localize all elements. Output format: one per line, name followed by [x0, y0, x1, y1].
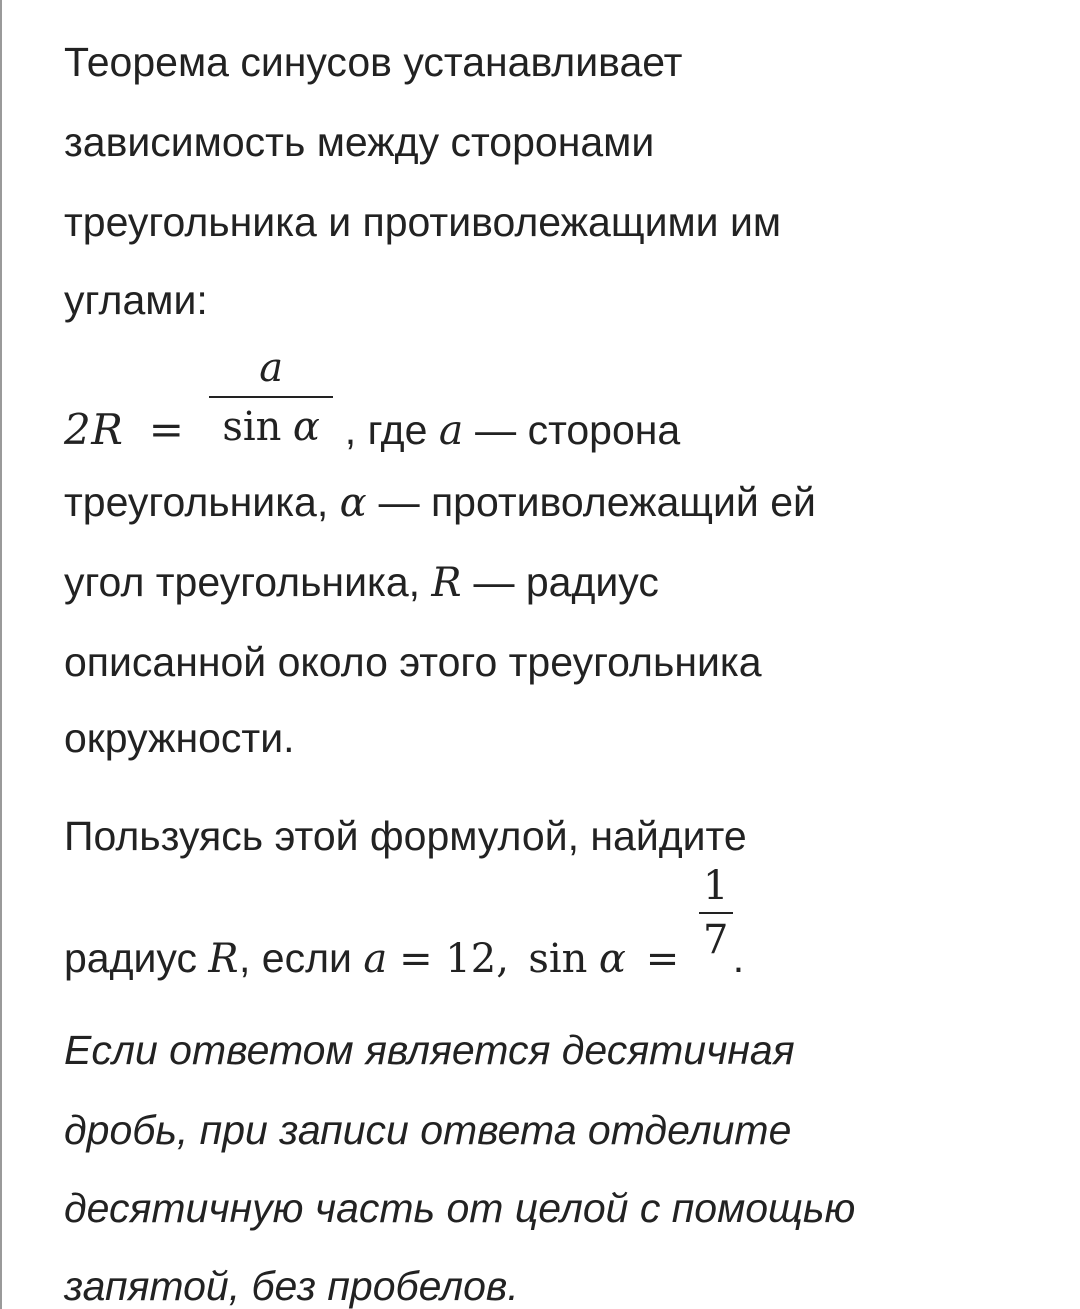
formula-after: , где [344, 407, 428, 454]
task-line-2-alpha: α [598, 935, 627, 982]
formula-equals: = [148, 405, 184, 455]
theory-line-1: Теорема синусов устанавливает [64, 39, 683, 85]
task-line-2-eq1: = 12, [399, 935, 509, 982]
task-line-2-a: a [363, 935, 388, 982]
fraction-bar [209, 396, 333, 398]
task-frac-num: 1 [702, 863, 729, 909]
formula-dash-text: — сторона [475, 407, 681, 454]
theory-line-2: зависимость между сторонами [64, 119, 655, 165]
theory-line-3: треугольника и противолежащими им [64, 199, 782, 245]
formula-den-var: α [292, 404, 321, 450]
theory-line-7-post: — радиус [473, 559, 659, 605]
theory-line-6 [64, 479, 816, 526]
task-line-2 [64, 863, 745, 982]
formula-fraction [209, 345, 333, 450]
task-line-2-R: R [208, 935, 240, 982]
theory-line-6-post: — противолежащий ей [378, 479, 816, 525]
note-line-1: Если ответом является десятичная [64, 1027, 795, 1073]
task-line-2-pre: радиус [64, 934, 197, 981]
theory-line-7-pre: угол треугольника, [64, 559, 421, 605]
formula-numerator: a [259, 345, 284, 391]
task-frac-den: 7 [702, 917, 729, 963]
task-line-2-eq2: = [645, 935, 680, 982]
task-fraction [699, 863, 733, 963]
task-line-2-mid: , если [239, 934, 352, 981]
task-line-2-sin: sin [528, 935, 588, 982]
theory-line-7 [64, 559, 659, 606]
formula-lhs: 2R [64, 405, 124, 455]
formula-line [64, 345, 681, 455]
theory-line-7-R: R [431, 560, 463, 606]
theory-line-6-pre: треугольника, [64, 479, 329, 525]
note-line-4: запятой, без пробелов. [64, 1263, 519, 1309]
theory-line-8: описанной около этого треугольника [64, 639, 762, 685]
theory-line-6-alpha: α [339, 480, 368, 526]
task-fraction-bar [699, 912, 733, 914]
formula-var-a: a [438, 406, 464, 455]
task-line-1: Пользуясь этой формулой, найдите [64, 813, 747, 859]
formula-den-fn: sin [222, 404, 282, 450]
theory-line-4: углами: [64, 277, 208, 323]
note-line-2: дробь, при записи ответа отделите [64, 1107, 792, 1153]
theory-line-9: окружности. [64, 715, 295, 761]
formula-denominator [209, 404, 333, 450]
note-line-3: десятичную часть от целой с помощью [64, 1185, 856, 1231]
task-line-2-end: . [732, 934, 745, 981]
